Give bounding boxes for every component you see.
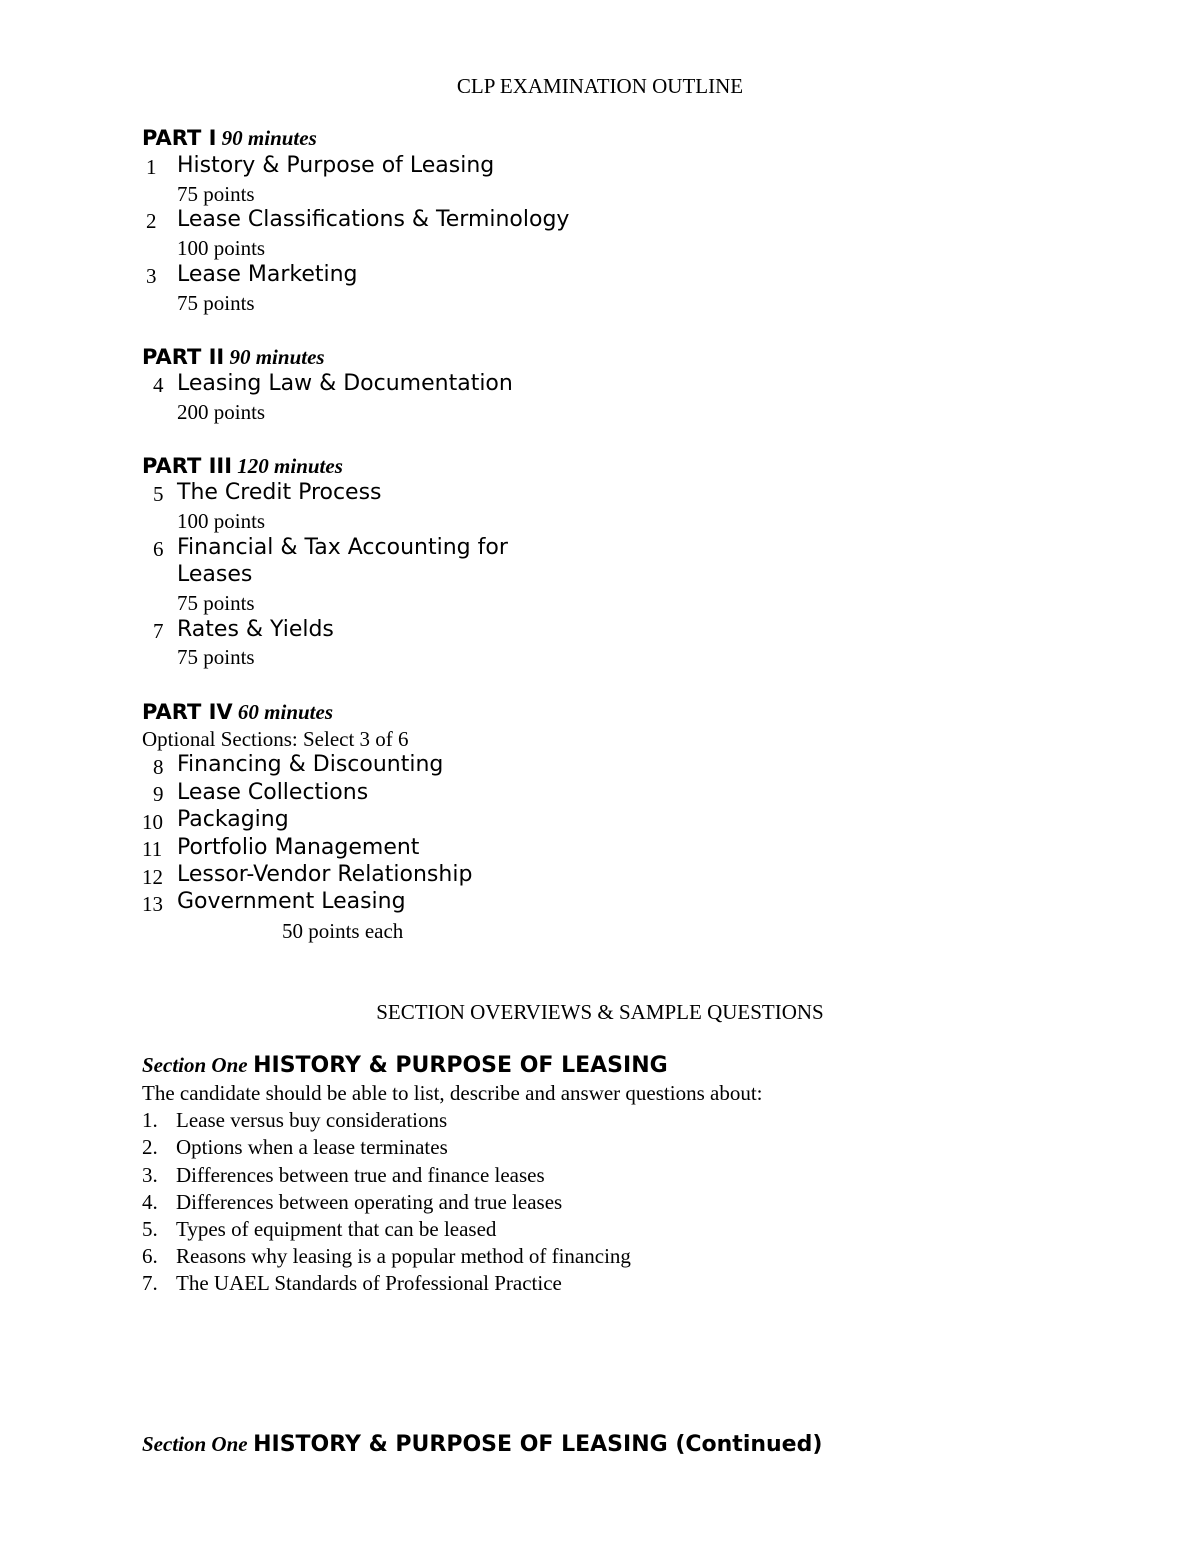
section-label: Section One <box>142 1053 248 1077</box>
item-title: Financing & Discounting <box>177 752 444 777</box>
item-points: 100 points <box>177 236 266 260</box>
list-number: 2. <box>142 1135 158 1159</box>
item-points: 75 points <box>177 291 255 315</box>
list-number: 5. <box>142 1217 158 1241</box>
item-title: Packaging <box>177 807 289 832</box>
item-number: 12 <box>142 865 163 889</box>
item-number: 1 <box>146 155 157 179</box>
item-number: 5 <box>153 482 164 506</box>
part-4-heading <box>142 700 333 725</box>
item-title: Lease Collections <box>177 780 369 805</box>
list-number: 6. <box>142 1244 158 1268</box>
item-number: 10 <box>142 810 163 834</box>
overview-title: SECTION OVERVIEWS & SAMPLE QUESTIONS <box>376 1000 824 1024</box>
item-points: 75 points <box>177 645 255 669</box>
part-label: PART IV <box>142 700 233 724</box>
part-1-heading <box>142 126 317 151</box>
item-title-continued: Leases <box>177 562 253 587</box>
item-number: 2 <box>146 209 157 233</box>
item-title: Government Leasing <box>177 889 406 914</box>
page-title: CLP EXAMINATION OUTLINE <box>456 74 744 98</box>
item-number: 4 <box>153 373 164 397</box>
list-item: Options when a lease terminates <box>176 1135 448 1159</box>
part-2-heading <box>142 345 325 370</box>
item-title: Financial & Tax Accounting for <box>177 535 508 560</box>
item-title: Lease Classifications & Terminology <box>177 207 570 232</box>
part-minutes: 60 minutes <box>237 700 334 724</box>
list-item: Types of equipment that can be leased <box>176 1217 497 1241</box>
list-number: 4. <box>142 1190 158 1214</box>
list-item: The UAEL Standards of Professional Practice <box>176 1271 562 1295</box>
item-number: 8 <box>153 755 164 779</box>
part-label: PART II <box>142 345 225 369</box>
item-title: Portfolio Management <box>177 835 420 860</box>
list-item: Reasons why leasing is a popular method of financing <box>176 1244 631 1268</box>
item-points: 200 points <box>177 400 266 424</box>
item-title: Lessor-Vendor Relationship <box>177 862 473 887</box>
item-number: 7 <box>153 619 164 643</box>
part-3-heading <box>142 454 343 479</box>
part-label: PART III <box>142 454 233 478</box>
section-one-heading <box>142 1052 668 1078</box>
item-points: 75 points <box>177 591 255 615</box>
item-number: 9 <box>153 782 164 806</box>
item-number: 11 <box>142 837 163 861</box>
list-item: Differences between operating and true leases <box>176 1190 563 1214</box>
item-title: History & Purpose of Leasing <box>177 153 495 178</box>
part-minutes: 90 minutes <box>229 345 325 369</box>
part-label: PART I <box>142 126 217 150</box>
section-one-continued-heading <box>142 1431 822 1457</box>
optional-note: Optional Sections: Select 3 of 6 <box>142 727 409 751</box>
part-minutes: 120 minutes <box>237 454 343 478</box>
list-item: Differences between true and finance leases <box>176 1163 545 1187</box>
section-label: Section One <box>142 1432 248 1456</box>
item-number: 13 <box>142 892 163 916</box>
item-title: Rates & Yields <box>177 617 334 642</box>
list-number: 7. <box>142 1271 158 1295</box>
section-title: HISTORY & PURPOSE OF LEASING (Continued) <box>253 1432 823 1457</box>
item-title: Lease Marketing <box>177 262 358 287</box>
part-minutes: 90 minutes <box>221 126 317 150</box>
section-intro: The candidate should be able to list, describe and answer questions about: <box>142 1081 763 1105</box>
optional-points: 50 points each <box>282 919 404 943</box>
item-number: 3 <box>146 264 157 288</box>
item-points: 75 points <box>177 182 255 206</box>
item-number: 6 <box>153 537 164 561</box>
list-item: Lease versus buy considerations <box>176 1108 448 1132</box>
list-number: 1. <box>142 1108 158 1132</box>
item-title: Leasing Law & Documentation <box>177 371 513 396</box>
list-number: 3. <box>142 1163 158 1187</box>
section-title: HISTORY & PURPOSE OF LEASING <box>253 1053 668 1078</box>
item-points: 100 points <box>177 509 266 533</box>
item-title: The Credit Process <box>177 480 382 505</box>
